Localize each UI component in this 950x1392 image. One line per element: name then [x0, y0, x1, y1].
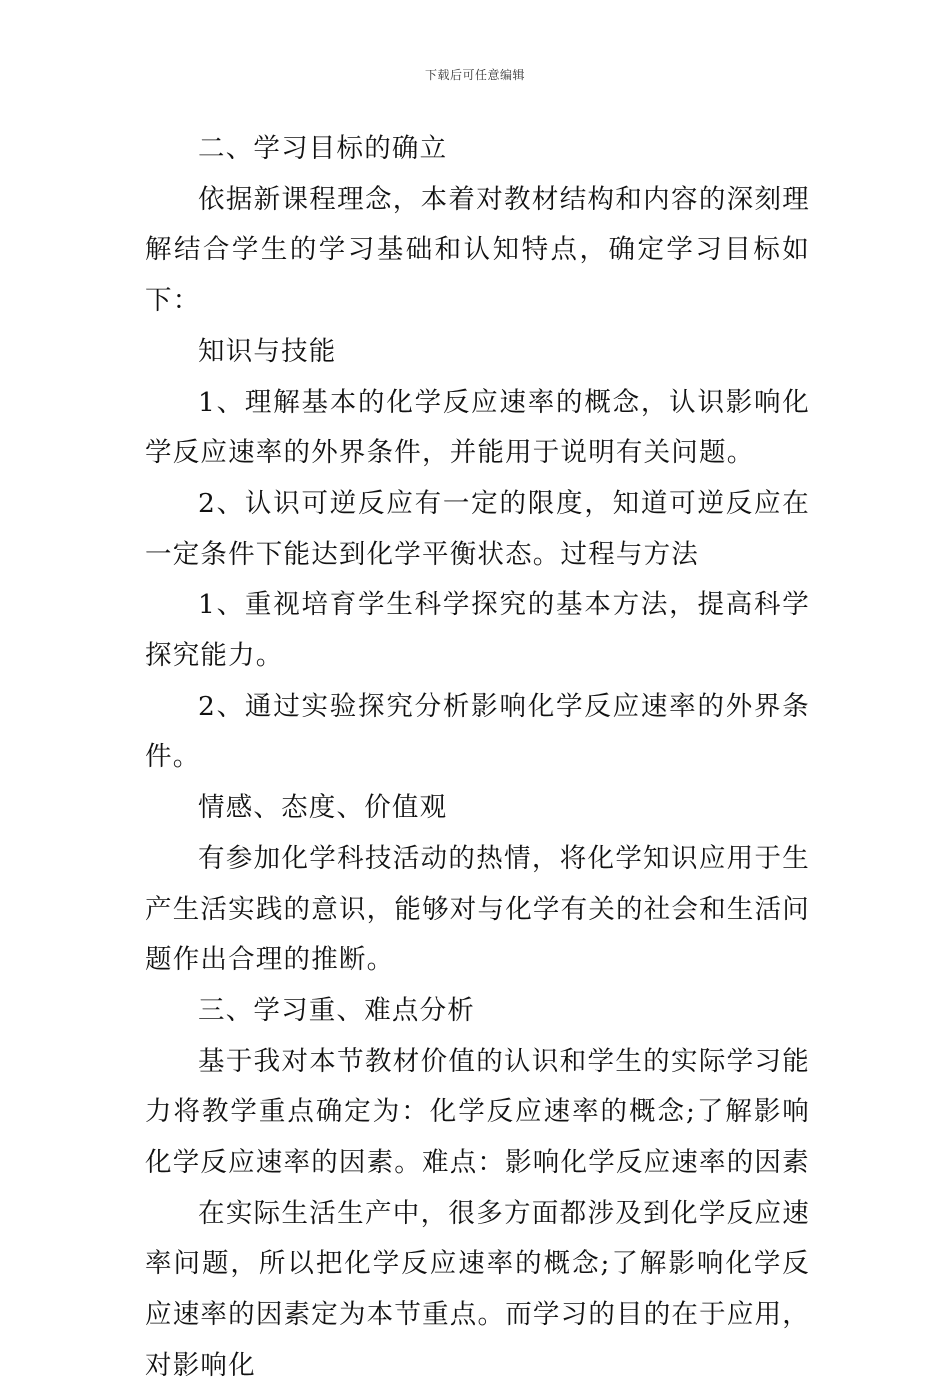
document-body — [145, 124, 810, 1392]
list-item-knowledge-2: 2、认识可逆反应有一定的限度，知道可逆反应在一定条件下能达到化学平衡状态。过程与方法 — [145, 487, 810, 570]
list-item-process-2: 2、通过实验探究分析影响化学反应速率的外界条件。 — [145, 690, 810, 773]
subheading-attitudes: 情感、态度、价值观 — [198, 792, 448, 824]
section-heading-key-points: 三、学习重、难点分析 — [198, 994, 475, 1026]
paragraph-key-points: 基于我对本节教材价值的认识和学生的实际学习能力将教学重点确定为：化学反应速率的概念;了解影响化学反应速率的因素。难点：影响化学反应速率的因素 — [145, 1045, 810, 1179]
paragraph-rationale: 在实际生活生产中，很多方面都涉及到化学反应速率问题，所以把化学反应速率的概念;了解影响化学反应速率的因素定为本节重点。而学习的目的在于应用，对影响化 — [145, 1197, 810, 1381]
paragraph-intro: 依据新课程理念，本着对教材结构和内容的深刻理解结合学生的学习基础和认知特点，确定学习目标如下： — [145, 183, 810, 317]
section-heading-objectives: 二、学习目标的确立 — [198, 133, 448, 164]
paragraph-attitudes: 有参加化学科技活动的热情，将化学知识应用于生产生活实践的意识，能够对与化学有关的社会和生活问题作出合理的推断。 — [145, 842, 810, 976]
subheading-knowledge-skills: 知识与技能 — [198, 335, 337, 367]
list-item-knowledge-1: 1、理解基本的化学反应速率的概念，认识影响化学反应速率的外界条件，并能用于说明有关问题。 — [145, 386, 810, 469]
header-note: 下载后可任意编辑 — [424, 68, 525, 82]
list-item-process-1: 1、重视培育学生科学探究的基本方法，提高科学探究能力。 — [145, 589, 810, 672]
